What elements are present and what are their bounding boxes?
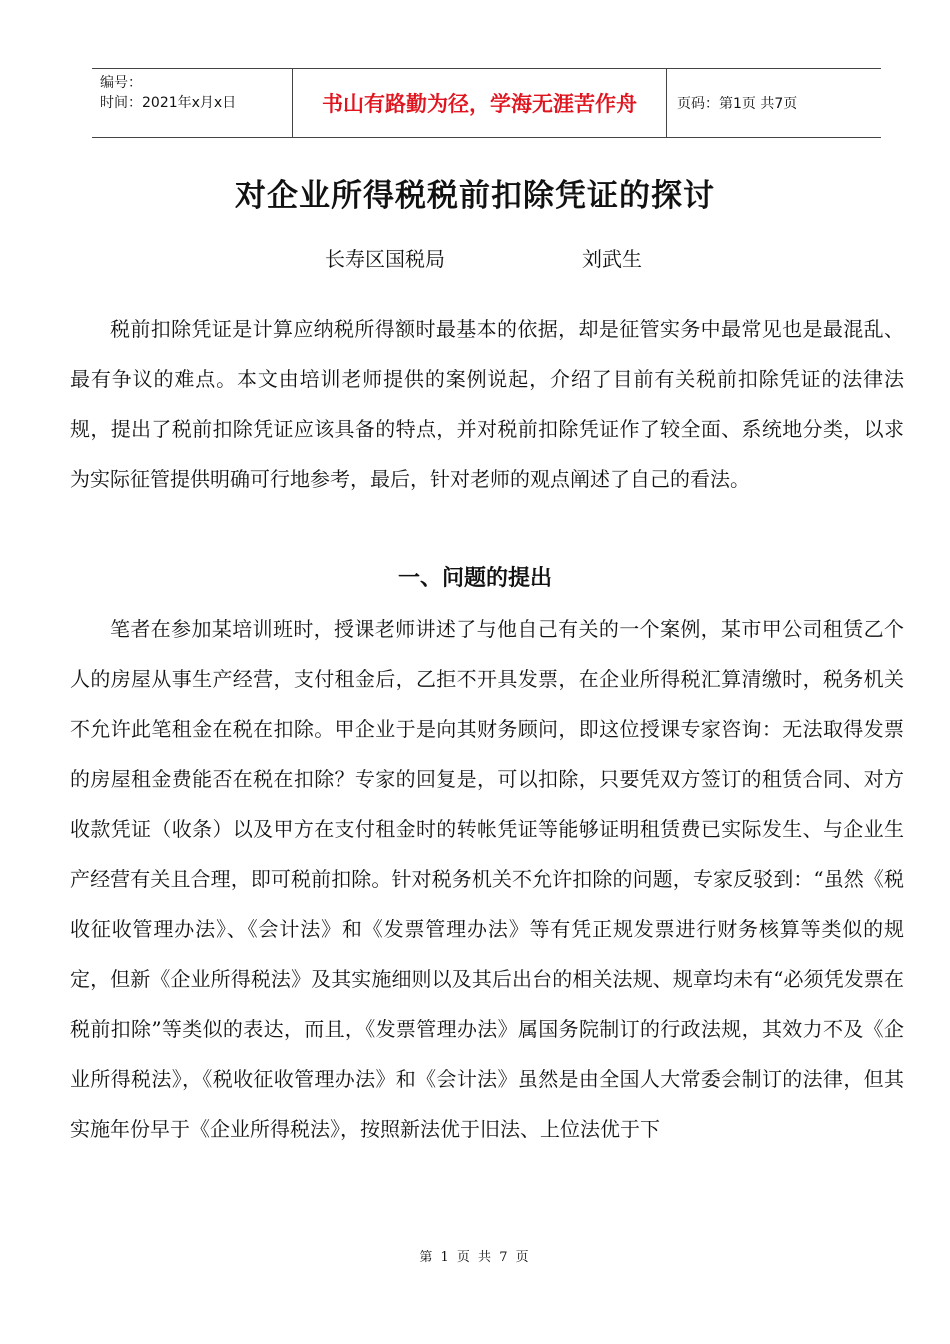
author-organization: 长寿区国税局 (325, 247, 445, 271)
author-name: 刘武生 (582, 247, 642, 271)
header-page-info: 页码：第1页 共7页 (677, 96, 798, 112)
header-table (92, 68, 881, 138)
section-heading: 一、问题的提出 (397, 566, 552, 591)
body-paragraph: 笔者在参加某培训班时，授课老师讲述了与他自己有关的一个案例，某市甲公司租赁乙个人的房屋从事生产经营，支付租金后，乙拒不开具发票，在企业所得税汇算清缴时，税务机关不允许此笔租金在税在扣除。甲企业于是向其财务顾问，即这位授课专家咨询：无法取得发票的房屋租金费能否在税在扣除？专家的回复是，可以扣除，只要凭双方签订的租赁合同、对方收款凭证（收条）以及甲方在支付租金时的转帐凭证等能够证明租赁费已实际发生、与企业生产经营有关且合理，即可税前扣除。针对税务机关不允许扣除的问题，专家反驳到：“虽然《税收征收管理办法》、《会计法》和《发票管理办法》等有凭正规发票进行财务核算等类似的规定，但新《企业所得税法》及其实施细则以及其后出台的相关法规、规章均未有“必须凭发票在税前扣除”等类似的表达，而且，《发票管理办法》属国务院制订的行政法规，其效力不及《企业所得税法》，《税收征收管理办法》和《会计法》虽然是由全国人大常委会制订的法律，但其实施年份早于《企业所得税法》，按照新法优于旧法、上位法优于下 (70, 617, 904, 1141)
document-title: 对企业所得税税前扣除凭证的探讨 (235, 178, 715, 214)
header-motto: 书山有路勤为径，学海无涯苦作舟 (293, 69, 667, 137)
serial-label: 编号： (100, 75, 142, 91)
time-label: 时间：2021年x月x日 (100, 95, 237, 111)
page-footer: 第 1 页 共 7 页 (419, 1250, 531, 1265)
header-meta-cell (92, 69, 293, 137)
abstract-paragraph: 税前扣除凭证是计算应纳税所得额时最基本的依据，却是征管实务中最常见也是最混乱、最有争议的难点。本文由培训老师提供的案例说起，介绍了目前有关税前扣除凭证的法律法规，提出了税前扣除凭证应该具备的特点，并对税前扣除凭证作了较全面、系统地分类，以求为实际征管提供明确可行地参考，最后，针对老师的观点阐述了自己的看法。 (70, 317, 904, 491)
